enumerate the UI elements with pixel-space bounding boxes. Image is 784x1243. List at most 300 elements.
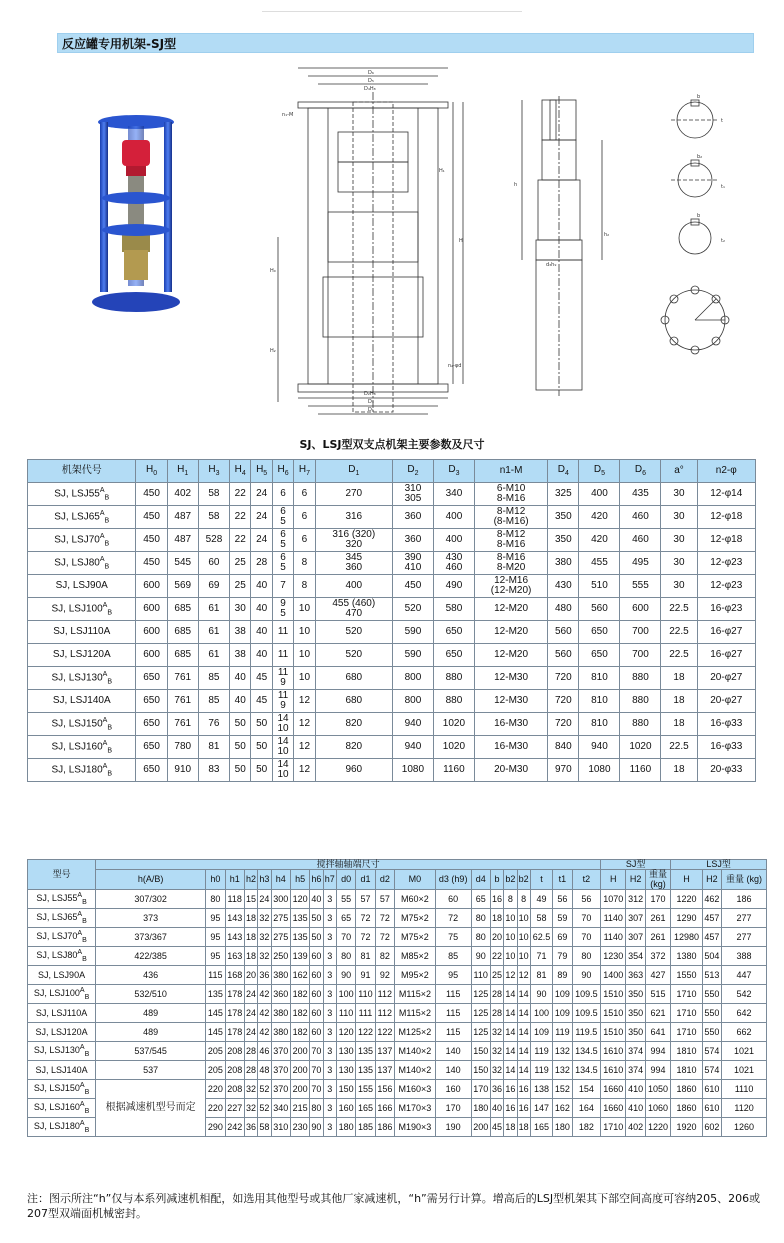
table2-cell: 65 (336, 909, 355, 928)
table2-cell: 24 (258, 890, 271, 909)
table2-cell: 135 (290, 928, 309, 947)
table1-cell: 650 (136, 713, 167, 736)
table2-row (28, 890, 767, 909)
table1-cell: 18 (661, 759, 697, 782)
table2-cell: 135 (206, 985, 225, 1004)
table2-cell: 25 (490, 966, 503, 985)
table2-cell: 504 (702, 947, 721, 966)
table2-cell: 350 (626, 1023, 645, 1042)
table2-cell: 137 (375, 1042, 394, 1061)
table2-cell: 58 (258, 1118, 271, 1137)
table2-cell: 208 (225, 1061, 244, 1080)
table2-subheader-cell: h3 (258, 870, 271, 890)
table2-cell: 71 (530, 947, 552, 966)
table1-header-cell: $D_2$ (392, 460, 433, 483)
table2-cell: 60 (310, 966, 323, 985)
table1-cell: 325 (548, 483, 579, 506)
table1-cell: SJ, $LSJ80^A_B$ (28, 552, 136, 575)
table2-cell: 515 (645, 985, 670, 1004)
table2-cell: 165 (356, 1099, 375, 1118)
table2-cell: 307/302 (96, 890, 206, 909)
table2-cell: 80 (310, 1099, 323, 1118)
table2-cell: SJ, $LSJ180^A_B$ (28, 1118, 96, 1137)
table1-cell: SJ, LSJ90A (28, 575, 136, 598)
table2-subheader-cell: h(A/B) (96, 870, 206, 890)
table1-cell: 450 (392, 575, 433, 598)
table2-cell: 72 (356, 928, 375, 947)
table2-cell: 168 (225, 966, 244, 985)
table1-cell: 8-M16 8-M20 (474, 552, 547, 575)
table1-header-cell: $H_1$ (167, 460, 198, 483)
table1-cell: 650 (136, 690, 167, 713)
table1-cell: 7 (272, 575, 293, 598)
table2-cell: 422/385 (96, 947, 206, 966)
section-views (645, 92, 755, 357)
table2-cell: 160 (336, 1099, 355, 1118)
table2-subheader-cell: H2 (702, 870, 721, 890)
table1-cell: 50 (251, 759, 272, 782)
table2-cell: 10 (517, 947, 530, 966)
table2-cell: 16 (504, 1099, 517, 1118)
table2-cell: SJ, $LSJ70^A_B$ (28, 928, 96, 947)
table2-cell: 95 (435, 966, 471, 985)
table2-cell: 109 (553, 1004, 572, 1023)
table2-subheader-cell: 重量 (kg) (722, 870, 767, 890)
table2-cell: 18 (517, 1118, 530, 1137)
table2-cell: 388 (722, 947, 767, 966)
table2-cell: 24 (244, 1023, 257, 1042)
table2-cell: 373 (96, 909, 206, 928)
table2-cell: 380 (271, 1023, 290, 1042)
table2-cell: 3 (323, 890, 336, 909)
svg-text:n₁-M: n₁-M (282, 112, 294, 118)
table1-cell: 11 (272, 621, 293, 644)
table1-cell: 390 410 (392, 552, 433, 575)
table2-cell: M170×3 (395, 1099, 436, 1118)
table1-cell: 270 (315, 483, 392, 506)
table2-cell: 10 (504, 909, 517, 928)
svg-text:h₂: h₂ (604, 232, 610, 238)
table1-cell: 30 (661, 552, 697, 575)
table1-cell: 1160 (620, 759, 661, 782)
table2-cell: 95 (206, 928, 225, 947)
table2-cell: 60 (435, 890, 471, 909)
table2-cell: 537/545 (96, 1042, 206, 1061)
table2-cell: 16 (517, 1080, 530, 1099)
table2-cell: 3 (323, 1042, 336, 1061)
table1-cell: 720 (548, 713, 579, 736)
table2-cell: M125×2 (395, 1023, 436, 1042)
table1-cell: 8-M12 8-M16 (474, 529, 547, 552)
table2-cell: 81 (356, 947, 375, 966)
table2-cell: 42 (258, 1004, 271, 1023)
table2-cell: 80 (206, 890, 225, 909)
table2-cell: 180 (553, 1118, 572, 1137)
table2-cell: 1021 (722, 1042, 767, 1061)
table2-cell: 56 (572, 890, 600, 909)
table2-cell: 208 (225, 1042, 244, 1061)
svg-text:H: H (459, 238, 463, 244)
table1-cell: 820 (315, 713, 392, 736)
table2-cell: 135 (290, 909, 309, 928)
table1-cell: SJ, $LSJ130^A_B$ (28, 667, 136, 690)
table2-cell: 1610 (601, 1061, 626, 1080)
table2-cell: 380 (271, 1004, 290, 1023)
table2-cell: 14 (504, 1042, 517, 1061)
table1-cell: 700 (620, 621, 661, 644)
table2-cell: 147 (530, 1099, 552, 1118)
table1-cell: 685 (167, 621, 198, 644)
table2-row (28, 909, 767, 928)
table2-cell: 82 (375, 947, 394, 966)
table1-header-cell: 机架代号 (28, 460, 136, 483)
table1-cell: 8-M12 (8-M16) (474, 506, 547, 529)
table2-cell: 12980 (671, 928, 702, 947)
table1-cell: 460 (620, 529, 661, 552)
table2-cell: 58 (530, 909, 552, 928)
table1-cell: 30 (230, 598, 251, 621)
table2-cell: 457 (702, 909, 721, 928)
table2-cell: 310 (271, 1118, 290, 1137)
table2-cell: 110 (471, 966, 490, 985)
svg-text:H₂: H₂ (270, 348, 276, 354)
table2-cell: 42 (258, 1023, 271, 1042)
table2-subheader-cell: t1 (553, 870, 572, 890)
table2-cell: 162 (290, 966, 309, 985)
table2-cell: 410 (626, 1099, 645, 1118)
table2-cell: 162 (553, 1099, 572, 1118)
table1-cell: 69 (198, 575, 229, 598)
table1-cell: 12-M20 (474, 598, 547, 621)
table2-cell: 3 (323, 966, 336, 985)
table2-cell: M85×2 (395, 947, 436, 966)
table2-subheader-cell: d0 (336, 870, 355, 890)
table2-cell: 152 (553, 1080, 572, 1099)
table2-cell: 90 (471, 947, 490, 966)
table1-cell: 680 (315, 667, 392, 690)
table1-cell: 720 (548, 667, 579, 690)
table1-cell: 761 (167, 667, 198, 690)
table2-cell: 1710 (671, 1004, 702, 1023)
table1-header-cell: n2-φ (697, 460, 755, 483)
table2-cell: 57 (356, 890, 375, 909)
table2-cell: 109.5 (572, 985, 600, 1004)
table2-cell: 185 (356, 1118, 375, 1137)
table2-cell: 32 (258, 909, 271, 928)
table1-cell: 650 (136, 736, 167, 759)
table2-cell: 8 (504, 890, 517, 909)
table1-header-cell: $H_4$ (230, 460, 251, 483)
table1-cell: 940 (392, 736, 433, 759)
table2-cell: 112 (375, 1004, 394, 1023)
table1-cell: 555 (620, 575, 661, 598)
table2-header-lsj: LSJ型 (671, 860, 767, 870)
table2-cell: 242 (225, 1118, 244, 1137)
table1-cell: SJ, LSJ140A (28, 690, 136, 713)
table1-cell: 12-M20 (474, 621, 547, 644)
table2-cell: 57 (375, 890, 394, 909)
table2-cell: 641 (645, 1023, 670, 1042)
table1-row (28, 483, 756, 506)
table2-cell: 166 (375, 1099, 394, 1118)
table2-row (28, 985, 767, 1004)
table1-cell: 58 (198, 506, 229, 529)
table2-cell: 1860 (671, 1080, 702, 1099)
table1-cell: 10 (294, 598, 315, 621)
table2-header-sj: SJ型 (601, 860, 671, 870)
table2-cell: 1260 (722, 1118, 767, 1137)
table2-cell: 138 (530, 1080, 552, 1099)
table2-cell: 178 (225, 985, 244, 1004)
table2-cell: SJ, LSJ90A (28, 966, 96, 985)
table1-header-cell: $H_3$ (198, 460, 229, 483)
table1-cell: 50 (230, 713, 251, 736)
table1-cell: 545 (167, 552, 198, 575)
table2-cell: 300 (271, 890, 290, 909)
table2-cell: 69 (553, 928, 572, 947)
table1-cell: 360 (392, 529, 433, 552)
table2-cell: 89 (553, 966, 572, 985)
table2-cell: 32 (258, 928, 271, 947)
table1-cell: 435 (620, 483, 661, 506)
table1-cell: 6 (272, 483, 293, 506)
table2-cell: 32 (490, 1061, 503, 1080)
svg-text:d₃h₉: d₃h₉ (546, 262, 557, 268)
frame-params-table (27, 459, 756, 782)
svg-text:t₁: t₁ (721, 184, 725, 190)
table1-cell: 18 (661, 667, 697, 690)
table1-cell: 400 (433, 506, 474, 529)
table1-cell: 18 (661, 713, 697, 736)
table2-cell: 574 (702, 1042, 721, 1061)
table1-cell: 520 (315, 621, 392, 644)
table2-cell: 32 (490, 1023, 503, 1042)
table1-cell: 12-M20 (474, 644, 547, 667)
table2-cell: 312 (626, 890, 645, 909)
table1-cell: 720 (548, 690, 579, 713)
table1-cell: 40 (251, 621, 272, 644)
table1-row (28, 667, 756, 690)
table2-cell: 3 (323, 947, 336, 966)
table2-subheader-row (28, 870, 767, 890)
table2-cell: 220 (206, 1080, 225, 1099)
table1-header-cell: $D_5$ (579, 460, 620, 483)
table1-cell: 61 (198, 644, 229, 667)
table1-cell: 450 (136, 483, 167, 506)
table2-cell: 110 (356, 985, 375, 1004)
table2-cell: 3 (323, 928, 336, 947)
table2-cell: 354 (626, 947, 645, 966)
table2-cell: 12 (504, 966, 517, 985)
table1-cell: SJ, $LSJ65^A_B$ (28, 506, 136, 529)
table2-cell: 20 (490, 928, 503, 947)
table1-cell: 960 (315, 759, 392, 782)
table1-cell: 16-M30 (474, 713, 547, 736)
table2-cell: 542 (722, 985, 767, 1004)
svg-text:t: t (721, 118, 723, 124)
table2-cell: 60 (310, 1004, 323, 1023)
table2-cell: 60 (310, 985, 323, 1004)
table2-cell: 20 (244, 966, 257, 985)
table2-cell: 16 (504, 1080, 517, 1099)
table1-cell: 460 (620, 506, 661, 529)
table1-cell: 25 (230, 552, 251, 575)
table2-cell: 170 (435, 1099, 471, 1118)
table2-cell: 160 (435, 1080, 471, 1099)
table2-cell: 134.5 (572, 1042, 600, 1061)
table2-cell: 163 (225, 947, 244, 966)
table1-cell: 8 (294, 552, 315, 575)
table1-cell: 600 (136, 598, 167, 621)
table1-cell: 12-M30 (474, 690, 547, 713)
table2-cell: 56 (553, 890, 572, 909)
table2-cell: 14 (504, 1023, 517, 1042)
svg-text:n₂-φd: n₂-φd (448, 363, 462, 369)
table2-cell: 610 (702, 1099, 721, 1118)
table1-cell: 685 (167, 644, 198, 667)
table2-cell: 109.5 (572, 1004, 600, 1023)
table2-subheader-cell: h4 (271, 870, 290, 890)
table2-cell: 72 (356, 909, 375, 928)
table1-cell: 22.5 (661, 736, 697, 759)
table1-cell: 1080 (579, 759, 620, 782)
table1-cell: 30 (661, 506, 697, 529)
table1-cell: 81 (198, 736, 229, 759)
table1-cell: 12-φ23 (697, 552, 755, 575)
table2-cell: M75×2 (395, 928, 436, 947)
table2-cell: 22 (490, 947, 503, 966)
table2-subheader-cell: d3 (h9) (435, 870, 471, 890)
table1-cell: 16-φ33 (697, 713, 755, 736)
table1-cell: 20-φ33 (697, 759, 755, 782)
table1-cell: 25 (230, 575, 251, 598)
table2-row (28, 947, 767, 966)
table1-cell: 11 9 (272, 667, 293, 690)
table2-cell: 360 (271, 985, 290, 1004)
table2-cell: 200 (290, 1080, 309, 1099)
table2-subheader-cell: H (671, 870, 702, 890)
table1-cell: SJ, $LSJ55^A_B$ (28, 483, 136, 506)
table2-cell: 1510 (601, 1004, 626, 1023)
table2-cell: 1920 (671, 1118, 702, 1137)
table1-cell: 60 (198, 552, 229, 575)
frame-section-drawing (268, 62, 468, 422)
table1-cell: 480 (548, 598, 579, 621)
table2-cell: 14 (504, 1004, 517, 1023)
table2-cell: 3 (323, 1099, 336, 1118)
table2-cell: 28 (244, 1061, 257, 1080)
table2-cell: 457 (702, 928, 721, 947)
table2-cell: 18 (244, 928, 257, 947)
table2-cell: 205 (206, 1042, 225, 1061)
table2-cell: 130 (336, 1042, 355, 1061)
table2-cell: 145 (206, 1004, 225, 1023)
svg-text:b₂: b₂ (697, 154, 703, 160)
table2-cell: 36 (244, 1118, 257, 1137)
table2-cell: 32 (258, 947, 271, 966)
table2-cell: 230 (290, 1118, 309, 1137)
table1-cell: 10 (294, 644, 315, 667)
table1-cell: 520 (392, 598, 433, 621)
table2-cell: 36 (490, 1080, 503, 1099)
table2-cell: 205 (206, 1061, 225, 1080)
table1-cell: SJ, $LSJ160^A_B$ (28, 736, 136, 759)
table1-cell: 12-φ23 (697, 575, 755, 598)
table2-cell: 3 (323, 1118, 336, 1137)
table1-row (28, 506, 756, 529)
table2-cell: 70 (310, 1042, 323, 1061)
table2-cell: 1290 (671, 909, 702, 928)
table1-cell: 650 (136, 667, 167, 690)
table2-cell: 170 (645, 890, 670, 909)
table2-cell: 462 (702, 890, 721, 909)
table2-subheader-cell: h6 (310, 870, 323, 890)
table2-cell: 16 (490, 890, 503, 909)
table2-cell: 994 (645, 1042, 670, 1061)
svg-text:D₃: D₃ (368, 399, 374, 405)
table1-cell: 560 (548, 621, 579, 644)
table2-cell: 374 (626, 1061, 645, 1080)
table2-subheader-cell: h5 (290, 870, 309, 890)
table1-cell: 10 (294, 667, 315, 690)
table2-cell: 90 (572, 966, 600, 985)
table1-cell: 76 (198, 713, 229, 736)
table1-cell: 85 (198, 667, 229, 690)
table2-cell: 200 (471, 1118, 490, 1137)
table2-cell: 3 (323, 1023, 336, 1042)
table1-cell: 22 (230, 483, 251, 506)
table1-cell: 600 (136, 644, 167, 667)
table2-cell: 18 (504, 1118, 517, 1137)
table2-cell: 165 (530, 1118, 552, 1137)
table1-cell: 430 460 (433, 552, 474, 575)
table1-cell: 840 (548, 736, 579, 759)
table1-cell: 11 (272, 644, 293, 667)
table1-cell: 85 (198, 690, 229, 713)
table2-cell: 410 (626, 1080, 645, 1099)
table1-cell: 1020 (433, 713, 474, 736)
table2-cell: 143 (225, 928, 244, 947)
table2-cell: 109 (553, 985, 572, 1004)
table2-cell: 28 (490, 1004, 503, 1023)
table1-cell: 880 (620, 713, 661, 736)
table1-cell: 61 (198, 598, 229, 621)
top-divider (262, 11, 522, 12)
table1-cell: 450 (136, 529, 167, 552)
table2-cell: 180 (336, 1118, 355, 1137)
table2-cell: 227 (225, 1099, 244, 1118)
table2-cell: 81 (530, 966, 552, 985)
table1-cell: 9 5 (272, 598, 293, 621)
table2-cell: 75 (435, 928, 471, 947)
table1-cell: 455 (460) 470 (315, 598, 392, 621)
table1-row (28, 644, 756, 667)
table2-cell: 537 (96, 1061, 206, 1080)
svg-text:b: b (697, 213, 701, 219)
table2-subheader-cell: H2 (626, 870, 645, 890)
table2-cell: 1710 (671, 1023, 702, 1042)
table1-cell: 528 (198, 529, 229, 552)
table2-cell: 140 (435, 1042, 471, 1061)
table1-cell: 940 (392, 713, 433, 736)
table1-header-cell: $H_0$ (136, 460, 167, 483)
table1-cell: 6 5 (272, 552, 293, 575)
svg-text:D₅: D₅ (368, 78, 374, 84)
table2-header-model: 型号 (28, 860, 96, 890)
table2-cell: 70 (572, 909, 600, 928)
table1-row (28, 529, 756, 552)
table2-cell: 261 (645, 909, 670, 928)
